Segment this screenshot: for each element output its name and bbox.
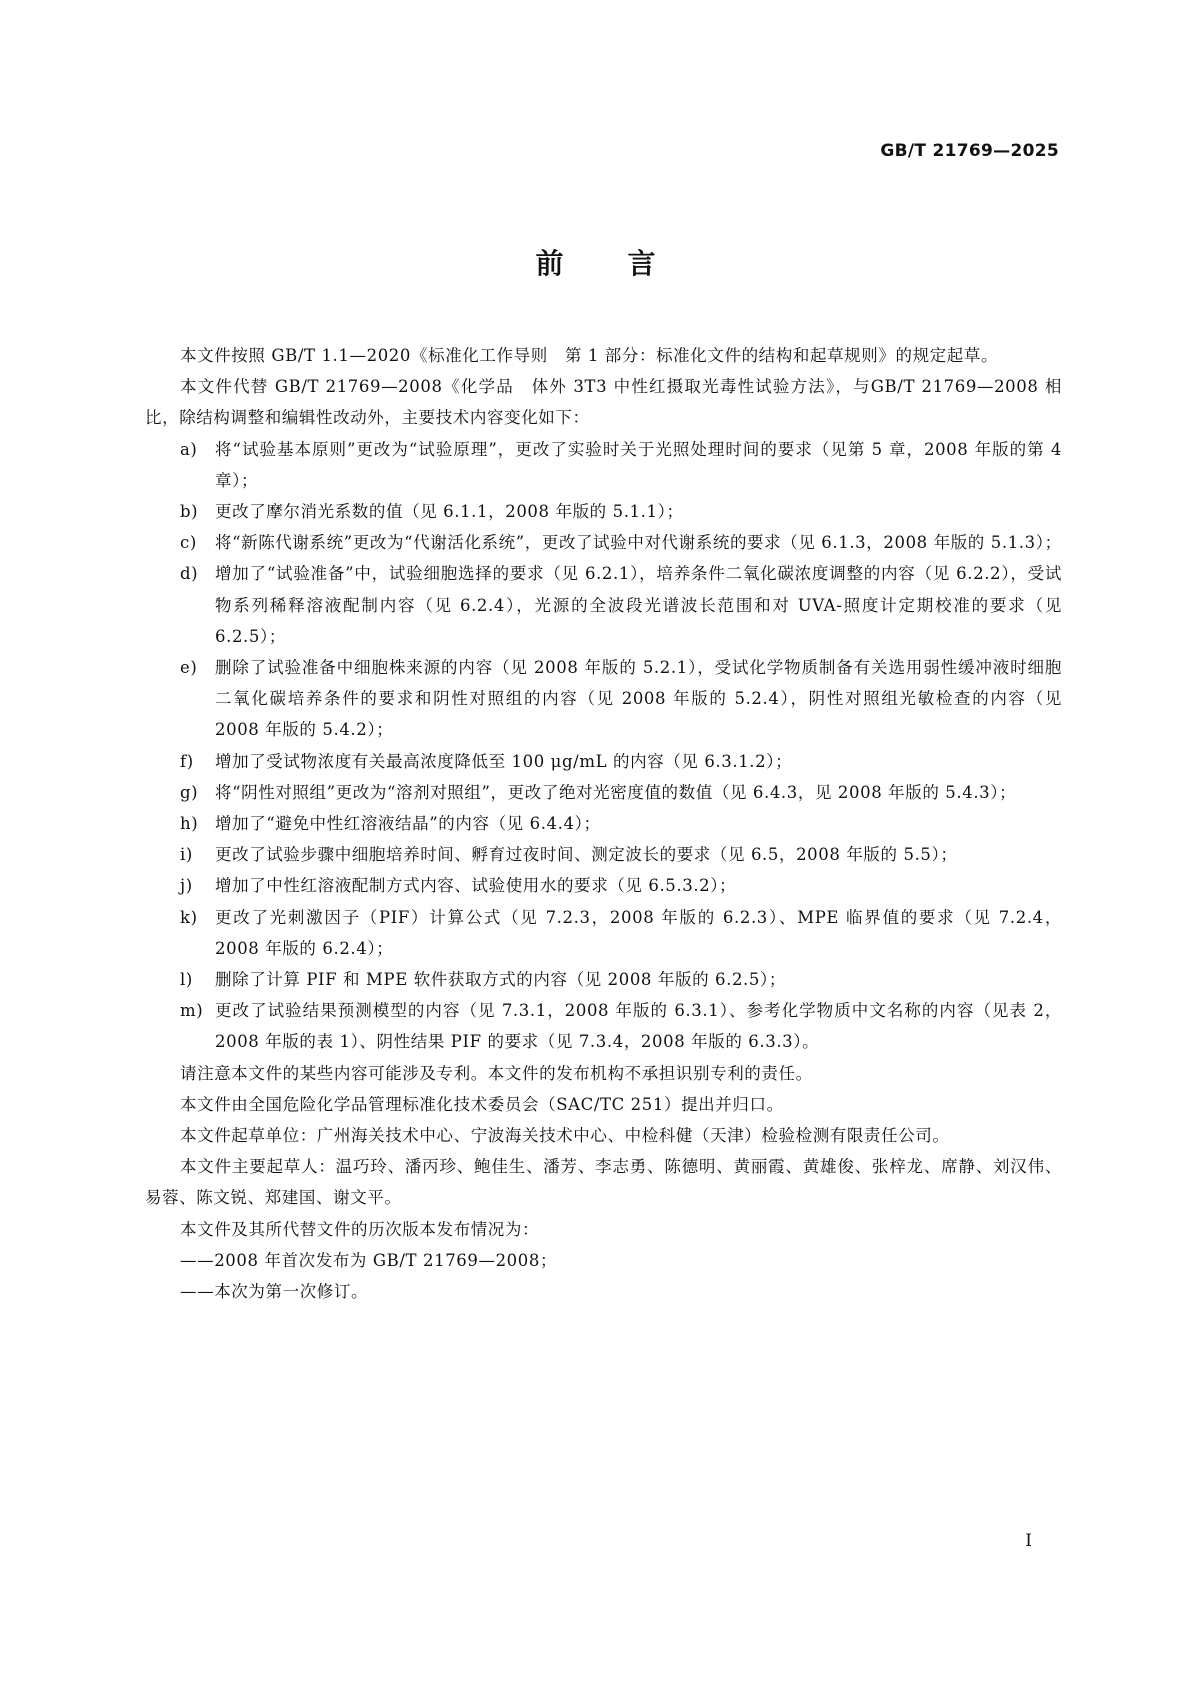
list-marker: a) [180, 439, 198, 459]
page-title: 前言 [535, 247, 720, 280]
list-item [145, 652, 1062, 746]
paragraph-replacement: 本文件代替 GB/T 21769—2008《化学品 体外 3T3 中性红摄取光毒性试验方法》，与GB/T 21769—2008 相比，除结构调整和编辑性改动外，主要技术内容变化如下： [145, 377, 1062, 428]
paragraph-patent-notice: 请注意本文件的某些内容可能涉及专利。本文件的发布机构不承担识别专利的责任。 [180, 1063, 813, 1083]
list-marker: l) [180, 970, 193, 990]
paragraph-history-intro: 本文件及其所代替文件的历次版本发布情况为： [180, 1219, 540, 1239]
list-marker: h) [180, 814, 199, 834]
page-number: I [1025, 1531, 1032, 1551]
list-item [145, 808, 1062, 839]
list-item-text: 增加了受试物浓度有关最高浓度降低至 100 μg/mL 的内容（见 6.3.1.2）； [215, 751, 793, 771]
list-item [145, 527, 1062, 558]
document-id: GB/T 21769—2025 [880, 141, 1059, 161]
list-item-text: 增加了“避免中性红溶液结晶”的内容（见 6.4.4）； [215, 814, 601, 834]
list-item [145, 496, 1062, 527]
list-item-text: 将“试验基本原则”更改为“试验原理”，更改了实验时关于光照处理时间的要求（见第 5 章，2008 年版的第 4 章）； [215, 439, 1062, 490]
list-marker: j) [180, 876, 193, 896]
preface-body [145, 340, 1062, 1307]
list-marker: f) [180, 751, 194, 771]
history-item: ——2008 年首次发布为 GB/T 21769—2008； [180, 1250, 558, 1270]
list-item [145, 870, 1062, 901]
list-item [145, 995, 1062, 1057]
history-item: ——本次为第一次修订。 [180, 1282, 369, 1302]
list-item [145, 902, 1062, 964]
list-marker: c) [180, 533, 197, 553]
list-marker: i) [180, 845, 193, 865]
list-item [145, 839, 1062, 870]
changes-list [145, 434, 1062, 1058]
list-item [145, 558, 1062, 652]
list-item-text: 更改了光刺激因子（PIF）计算公式（见 7.2.3，2008 年版的 6.2.3）、MPE 临界值的要求（见 7.2.4，2008 年版的 6.2.4）； [215, 907, 1062, 958]
list-marker: b) [180, 502, 199, 522]
list-item-text: 更改了试验结果预测模型的内容（见 7.3.1，2008 年版的 6.3.1）、参考化学物质中文名称的内容（见表 2，2008 年版的表 1）、阴性结果 PIF 的要求（见 7.3.4，2008 年版的 6.3.3）。 [215, 1001, 1062, 1052]
list-item [145, 964, 1062, 995]
list-item [145, 777, 1062, 808]
list-item-text: 将“新陈代谢系统”更改为“代谢活化系统”，更改了试验中对代谢系统的要求（见 6.1.3，2008 年版的 5.1.3）； [215, 533, 1062, 553]
paragraph-drafting-units: 本文件起草单位：广州海关技术中心、宁波海关技术中心、中检科健（天津）检验检测有限责任公司。 [180, 1126, 950, 1146]
list-item-text: 删除了计算 PIF 和 MPE 软件获取方式的内容（见 2008 年版的 6.2.5）； [215, 970, 786, 990]
list-item-text: 将“阴性对照组”更改为“溶剂对照组”，更改了绝对光密度值的数值（见 6.4.3，见 2008 年版的 5.4.3）； [215, 782, 1017, 802]
list-marker: d) [180, 564, 199, 584]
list-item-text: 更改了摩尔消光系数的值（见 6.1.1，2008 年版的 5.1.1）； [215, 502, 684, 522]
paragraph-drafting-rules: 本文件按照 GB/T 1.1—2020《标准化工作导则 第 1 部分：标准化文件的结构和起草规则》的规定起草。 [180, 346, 999, 365]
list-item-text: 更改了试验步骤中细胞培养时间、孵育过夜时间、测定波长的要求（见 6.5，2008 年版的 5.5）； [215, 845, 958, 865]
list-marker: k) [180, 907, 198, 927]
list-item-text: 删除了试验准备中细胞株来源的内容（见 2008 年版的 5.2.1），受试化学物质制备有关选用弱性缓冲液时细胞二氧化碳培养条件的要求和阴性对照组的内容（见 2008 年版的 5.2.4），阴性对照组光敏检查的内容（见 2008 年版的 5.4.2）； [215, 658, 1062, 740]
list-marker: m) [180, 1001, 204, 1021]
list-item [145, 434, 1062, 496]
list-item [145, 746, 1062, 777]
list-marker: g) [180, 782, 199, 802]
paragraph-drafters: 本文件主要起草人：温巧玲、潘丙珍、鲍佳生、潘芳、李志勇、陈德明、黄丽霞、黄雄俊、张梓龙、席静、刘汉伟、易蓉、陈文锐、郑建国、谢文平。 [145, 1157, 1062, 1208]
list-item-text: 增加了“试验准备”中，试验细胞选择的要求（见 6.2.1），培养条件二氧化碳浓度调整的内容（见 6.2.2），受试物系列稀释溶液配制内容（见 6.2.4），光源的全波段光谱波长范围和对 UVA-照度计定期校准的要求（见 6.2.5）； [215, 564, 1062, 646]
paragraph-committee: 本文件由全国危险化学品管理标准化技术委员会（SAC/TC 251）提出并归口。 [180, 1094, 784, 1114]
list-item-text: 增加了中性红溶液配制方式内容、试验使用水的要求（见 6.5.3.2）； [215, 876, 737, 896]
list-marker: e) [180, 658, 198, 678]
